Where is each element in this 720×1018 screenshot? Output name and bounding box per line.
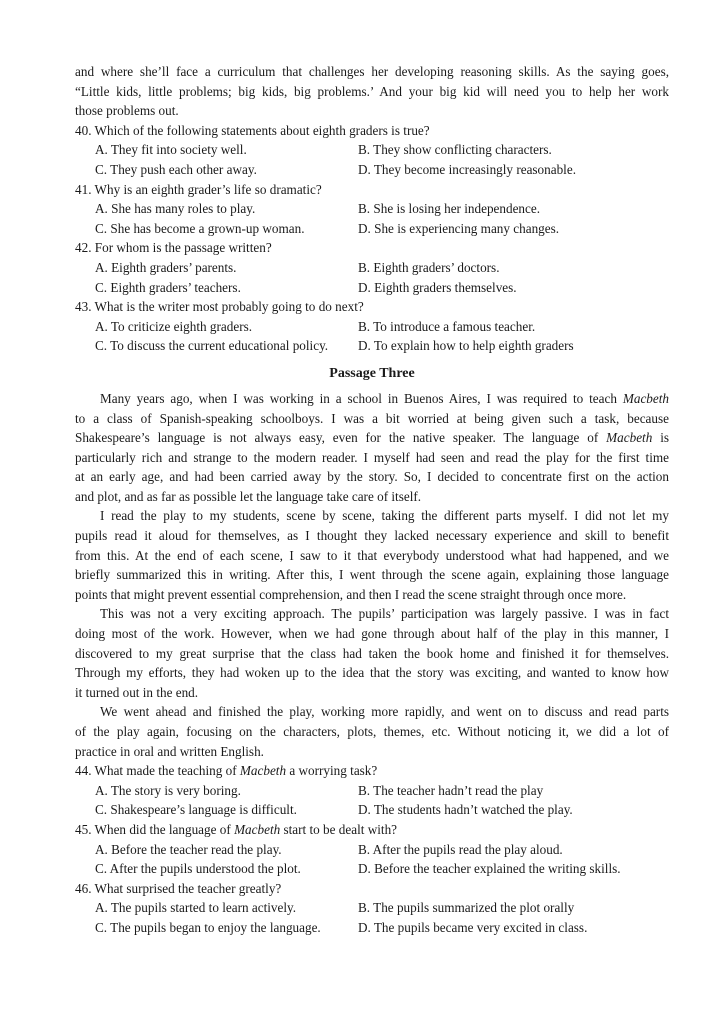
- exam-page: [75, 62, 669, 938]
- text-line: to a class of Spanish-speaking schoolboys. I was a bit worried at being given such a task, because: [75, 410, 669, 426]
- answer-option-c: C. The pupils began to enjoy the language.: [95, 919, 321, 935]
- answer-option-b: B. The teacher hadn’t read the play: [358, 782, 544, 798]
- text-line: particularly rich and strange to the modern reader. I myself had seen and read the play for the first time: [75, 449, 669, 465]
- answer-option-a: A. The story is very boring.: [95, 782, 241, 798]
- answer-option-c: C. Shakespeare’s language is difficult.: [95, 802, 297, 818]
- answer-option-a: A. She has many roles to play.: [95, 201, 256, 217]
- text-line: Shakespeare’s language is not always easy, even for the native speaker. The language of Macbeth is: [75, 430, 669, 446]
- question-45: [75, 820, 669, 879]
- answer-options: [75, 781, 669, 820]
- answer-option-b: B. Eighth graders’ doctors.: [358, 259, 500, 275]
- answer-option-a: A. The pupils started to learn actively.: [95, 900, 297, 916]
- question-43: [75, 297, 669, 356]
- question-stem: 44. What made the teaching of Macbeth a worrying task?: [75, 763, 378, 779]
- text-line: at an early age, and had been carried away by the story. So, I decided to concentrate first on the action: [75, 469, 669, 485]
- text-line: and plot, and as far as possible let the language take care of itself.: [75, 488, 422, 504]
- text-line: “Little kids, little problems; big kids, big problems.’ And your big kid will need you to help her work: [75, 83, 669, 99]
- answer-options: [75, 898, 669, 937]
- question-41: [75, 180, 669, 239]
- question-stem: 42. For whom is the passage written?: [75, 240, 272, 256]
- answer-options: [75, 199, 669, 238]
- paragraph-3: [75, 604, 669, 702]
- answer-options: [75, 258, 669, 297]
- answer-option-a: A. To criticize eighth graders.: [95, 318, 253, 334]
- paragraph-2: [75, 506, 669, 604]
- answer-option-c: C. After the pupils understood the plot.: [95, 861, 301, 877]
- text-line: briefly summarized this in writing. After this, I went through the scene again, explaining those language: [75, 567, 669, 583]
- answer-option-d: D. The pupils became very excited in class.: [358, 919, 588, 935]
- text-line: Many years ago, when I was working in a school in Buenos Aires, I was required to teach Macbeth: [100, 390, 669, 406]
- question-stem: 45. When did the language of Macbeth start to be dealt with?: [75, 821, 398, 837]
- question-stem: 46. What surprised the teacher greatly?: [75, 880, 282, 896]
- answer-option-b: B. She is losing her independence.: [358, 201, 541, 217]
- answer-option-d: D. Eighth graders themselves.: [358, 279, 517, 295]
- answer-option-d: D. She is experiencing many changes.: [358, 220, 560, 236]
- answer-option-b: B. After the pupils read the play aloud.: [358, 841, 563, 857]
- text-line: it turned out in the end.: [75, 684, 199, 700]
- question-40: [75, 121, 669, 180]
- text-line: This was not a very exciting approach. The pupils’ participation was largely passive. I was in fact: [100, 606, 669, 622]
- answer-option-c: C. To discuss the current educational policy.: [95, 338, 329, 354]
- text-line: from this. At the end of each scene, I saw to it that everybody understood what had happened, and we: [75, 547, 669, 563]
- text-line: those problems out.: [75, 103, 179, 119]
- text-line: and where she’ll face a curriculum that challenges her developing reasoning skills. As the saying goes,: [75, 64, 669, 79]
- answer-options: [75, 317, 669, 356]
- answer-option-a: A. Eighth graders’ parents.: [95, 259, 237, 275]
- question-group-40-43: [75, 121, 669, 356]
- paragraph-1: [75, 389, 669, 507]
- answer-option-d: D. Before the teacher explained the writing skills.: [358, 861, 621, 877]
- answer-option-c: C. She has become a grown-up woman.: [95, 220, 305, 236]
- question-stem: 43. What is the writer most probably going to do next?: [75, 299, 364, 315]
- text-line: I read the play to my students, scene by scene, taking the different parts myself. I did not let my: [100, 508, 669, 524]
- answer-option-b: B. The pupils summarized the plot orally: [358, 900, 575, 916]
- answer-option-c: C. They push each other away.: [95, 161, 257, 177]
- passage-title: Passage Three: [329, 365, 415, 381]
- question-group-44-46: [75, 761, 669, 937]
- text-line: pupils read it aloud for themselves, as I thought they lacked necessary experience and skill to benefit: [75, 528, 669, 544]
- text-line: doing most of the work. However, when we had gone through about half of the play in this manner, I: [75, 626, 669, 642]
- answer-option-b: B. They show conflicting characters.: [358, 142, 552, 158]
- text-line: of the play again, focusing on the characters, plots, themes, etc. Without noticing it, we did a lot of: [75, 724, 669, 739]
- text-line: discovered to my great surprise that the class had taken the book home and finished it for themselves.: [75, 645, 669, 661]
- text-line: Through my efforts, they had woken up to the idea that the story was exciting, and wanted to know how: [75, 665, 669, 681]
- question-42: [75, 238, 669, 297]
- passage-two-ending: [75, 62, 669, 121]
- paragraph-4: [75, 702, 669, 761]
- answer-option-d: D. To explain how to help eighth graders: [358, 338, 574, 354]
- answer-options: [75, 140, 669, 179]
- answer-options: [75, 840, 669, 879]
- answer-option-d: D. The students hadn’t watched the play.: [358, 802, 573, 818]
- question-46: [75, 879, 669, 938]
- text-line: We went ahead and finished the play, working more rapidly, and went on to discuss and read parts: [100, 704, 669, 720]
- question-stem: 40. Which of the following statements about eighth graders is true?: [75, 122, 430, 138]
- question-44: [75, 761, 669, 820]
- text-line: practice in oral and written English.: [75, 743, 264, 759]
- answer-option-a: A. They fit into society well.: [95, 142, 247, 158]
- passage-three-body: [75, 389, 669, 761]
- text-line: points that might prevent essential comprehension, and then I read the scene straight through once more.: [75, 586, 627, 602]
- answer-option-b: B. To introduce a famous teacher.: [358, 318, 536, 334]
- answer-option-d: D. They become increasingly reasonable.: [358, 161, 576, 177]
- question-stem: 41. Why is an eighth grader’s life so dramatic?: [75, 181, 322, 197]
- answer-option-c: C. Eighth graders’ teachers.: [95, 279, 241, 295]
- answer-option-a: A. Before the teacher read the play.: [95, 841, 282, 857]
